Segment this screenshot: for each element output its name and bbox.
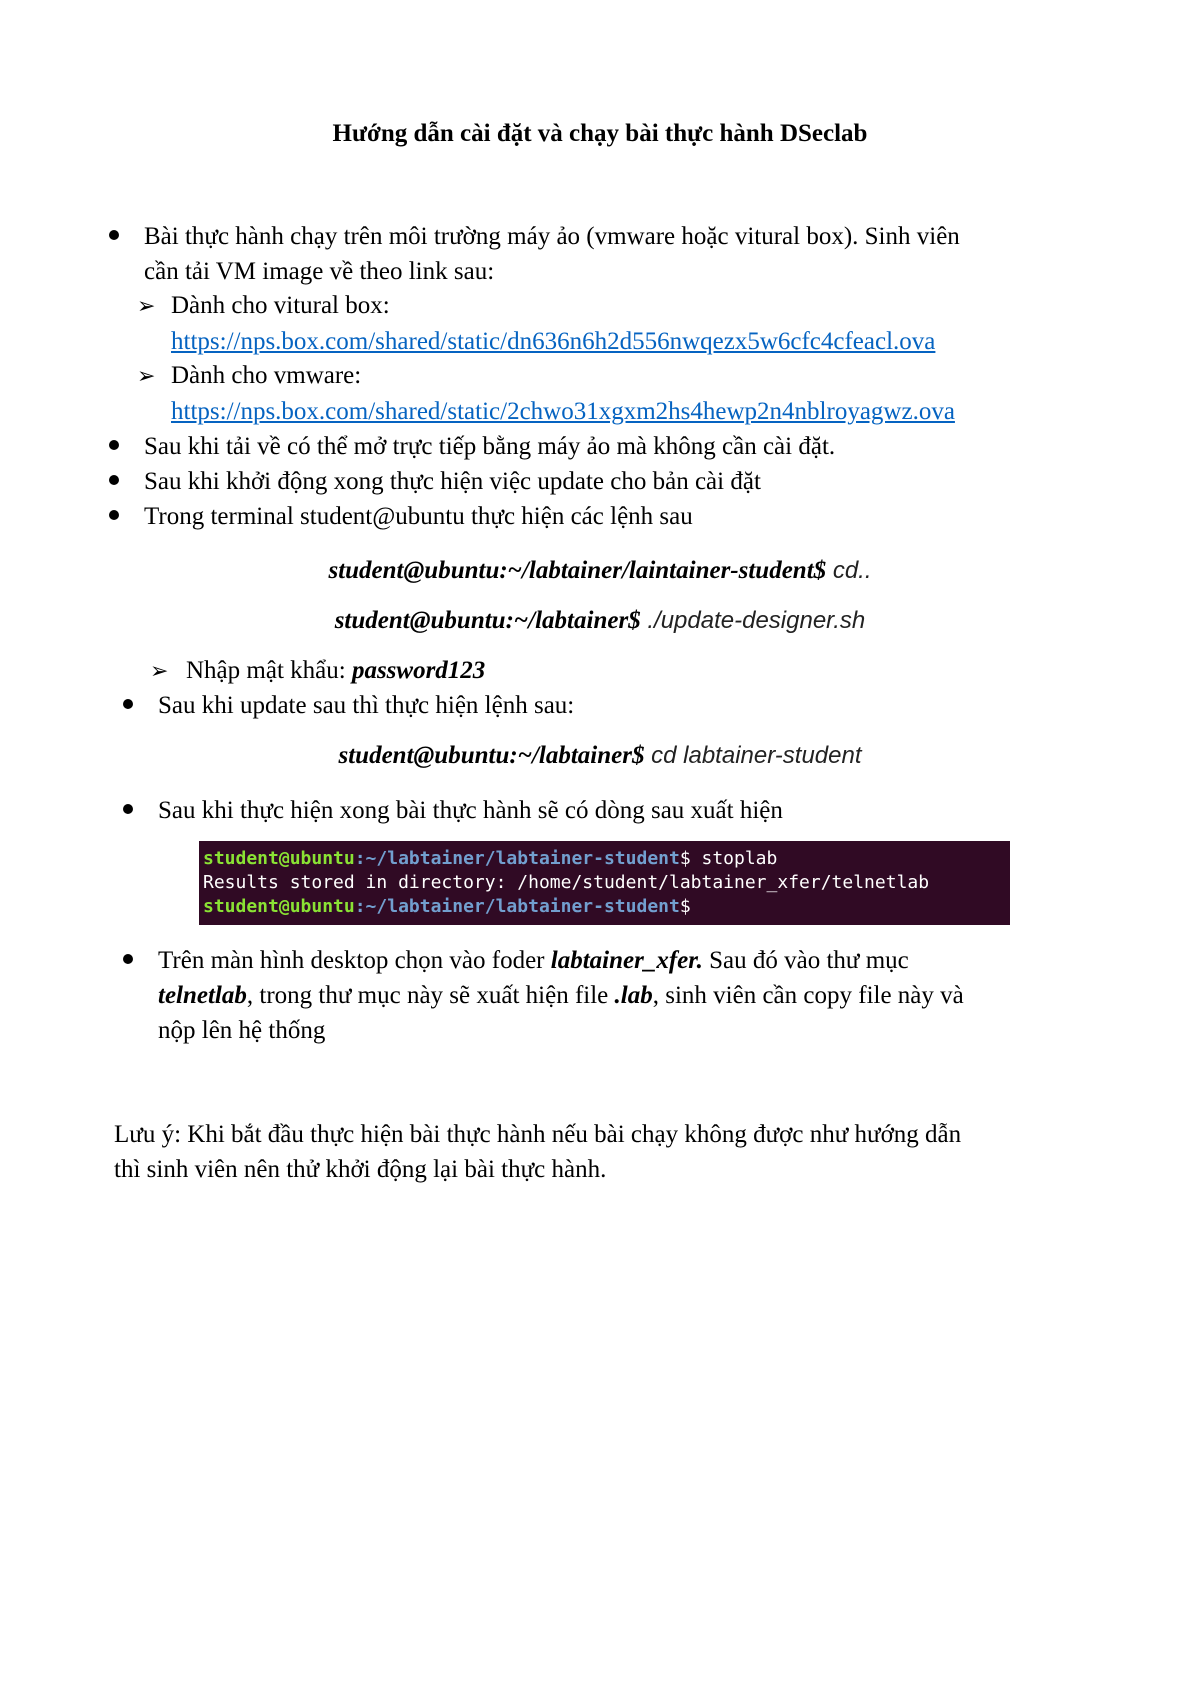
vbox-label: Dành cho vitural box:	[171, 292, 390, 319]
password-label: Nhập mật khẩu:	[186, 657, 352, 684]
file-extension: .lab	[614, 982, 653, 1009]
bullet-dot	[123, 804, 133, 814]
bullet-dot	[109, 440, 119, 450]
bullet4-text: Trong terminal student@ubuntu thực hiện các lệnh sau	[144, 503, 693, 530]
command-prompt: student@ubuntu:~/labtainer$	[334, 607, 641, 634]
bullet2-text: Sau khi tải về có thể mở trực tiếp bằng máy ảo mà không cần cài đặt.	[144, 433, 836, 460]
command-prompt: student@ubuntu:~/labtainer/laintainer-student$	[328, 557, 827, 584]
bullet3-text: Sau khi khởi động xong thực hiện việc update cho bản cài đặt	[144, 468, 761, 495]
bullet5-text: Sau khi update sau thì thực hiện lệnh sau:	[158, 692, 575, 719]
bullet6-text: Sau khi thực hiện xong bài thực hành sẽ có dòng sau xuất hiện	[158, 797, 783, 824]
bullet-dot	[109, 475, 119, 485]
password-value: password123	[351, 657, 486, 684]
arrow-bullet-icon: ➢	[137, 363, 156, 388]
page-title: Hướng dẫn cài đặt và chạy bài thực hành DSeclab	[332, 120, 868, 147]
terminal-screenshot	[199, 841, 1010, 925]
command-argument: cd..	[826, 557, 872, 584]
command-prompt: student@ubuntu:~/labtainer$	[338, 742, 645, 769]
bullet1-line1: Bài thực hành chạy trên môi trường máy ảo (vmware hoặc vitural box). Sinh viên	[144, 223, 960, 250]
bullet1-line2: cần tải VM image về theo link sau:	[144, 258, 495, 285]
note-line1: Lưu ý: Khi bắt đầu thực hiện bài thực hành nếu bài chạy không được như hướng dẫn	[114, 1121, 962, 1148]
bullet-dot	[109, 510, 119, 520]
command-argument: cd labtainer-student	[644, 742, 862, 769]
vmware-download-link[interactable]: https://nps.box.com/shared/static/2chwo31xgxm2hs4hewp2n4nblroyagwz.ova	[171, 398, 955, 425]
password-line	[186, 653, 485, 688]
bullet-dot	[123, 699, 133, 709]
note-line2: thì sinh viên nên thử khởi động lại bài thực hành.	[114, 1156, 607, 1183]
bullet7-line3: nộp lên hệ thống	[158, 1017, 326, 1044]
command-line-2	[0, 603, 1200, 638]
bullet-dot	[109, 230, 119, 240]
arrow-bullet-icon: ➢	[150, 658, 169, 683]
terminal-line-2: Results stored in directory: /home/student/labtainer_xfer/telnetlab	[203, 872, 930, 893]
terminal-line-1: student@ubuntu:~/labtainer/labtainer-student$ stoplab	[203, 848, 778, 869]
bullet7-line1: Trên màn hình desktop chọn vào foder labtainer_xfer. Sau đó vào thư mục	[158, 947, 909, 974]
folder-name: labtainer_xfer.	[550, 947, 703, 974]
bullet7-line2: telnetlab, trong thư mục này sẽ xuất hiện file .lab, sinh viên cần copy file này và	[158, 982, 964, 1009]
command-line-1	[0, 553, 1200, 588]
vmware-label: Dành cho vmware:	[171, 362, 362, 389]
vbox-download-link[interactable]: https://nps.box.com/shared/static/dn636n6h2d556nwqezx5w6cfc4cfeacl.ova	[171, 328, 936, 355]
arrow-bullet-icon: ➢	[137, 293, 156, 318]
command-argument: ./update-designer.sh	[640, 607, 866, 634]
command-line-3	[0, 738, 1200, 773]
subfolder-name: telnetlab	[158, 982, 247, 1009]
bullet-dot	[123, 954, 133, 964]
terminal-line-3: student@ubuntu:~/labtainer/labtainer-student$	[203, 896, 691, 917]
